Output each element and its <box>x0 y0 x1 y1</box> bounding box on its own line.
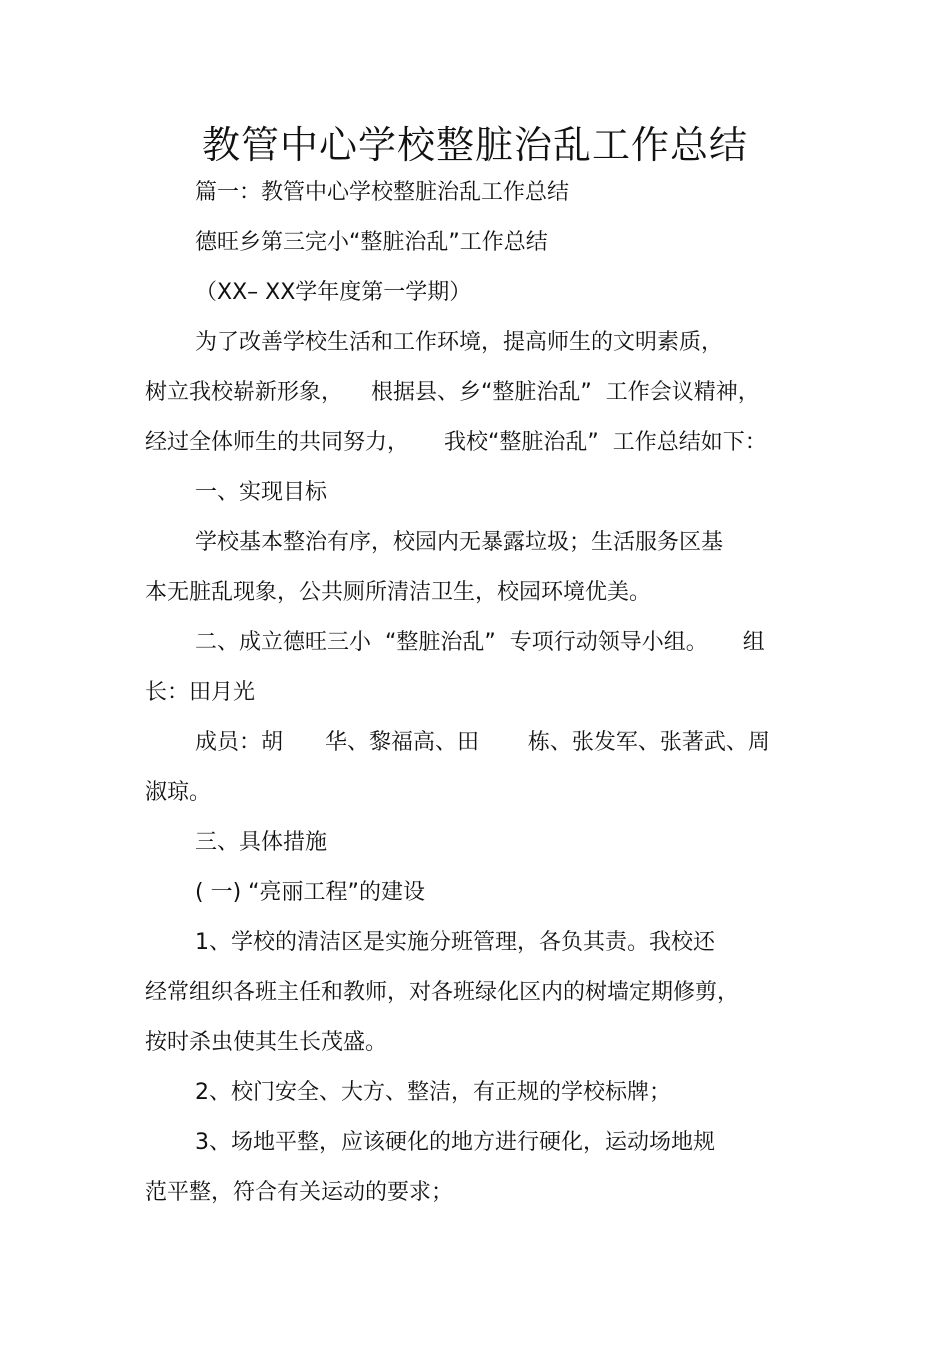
heading-goals: 一、实现目标 <box>195 480 328 505</box>
goals-paragraph-line-1: 学校基本整治有序，校园内无暴露垃圾；生活服务区基 <box>195 530 724 555</box>
measure-1-line-3: 按时杀虫使其生长茂盛。 <box>145 1030 388 1055</box>
report-title-line: 德旺乡第三完小“整脏治乱”工作总结 <box>195 230 548 255</box>
measure-1-line-2: 经常组织各班主任和教师，对各班绿化区内的树墙定期修剪， <box>145 980 740 1005</box>
document-title: 教管中心学校整脏治乱工作总结 <box>201 123 748 167</box>
intro-paragraph-line-3: 经过全体师生的共同努力， 我校“整脏治乱” 工作总结如下： <box>145 430 767 455</box>
subheading-project: ( 一) “亮丽工程”的建设 <box>195 880 425 905</box>
section-heading-part-one: 篇一：教管中心学校整脏治乱工作总结 <box>195 180 570 205</box>
measure-3-line-2: 范平整，符合有关运动的要求； <box>145 1180 454 1205</box>
measure-2-line: 2、校门安全、大方、整洁，有正规的学校标牌； <box>195 1080 671 1105</box>
members-line-2: 淑琼。 <box>145 780 212 805</box>
heading-measures: 三、具体措施 <box>195 830 328 855</box>
school-year-line: （XX– XX学年度第一学期） <box>195 280 472 305</box>
intro-paragraph-line-2: 树立我校崭新形象， 根据县、乡“整脏治乱” 工作会议精神， <box>145 380 760 405</box>
group-leader-line: 长：田月光 <box>145 680 256 705</box>
measure-1-line-1: 1、学校的清洁区是实施分班管理，各负其责。我校还 <box>195 930 715 955</box>
measure-3-line-1: 3、场地平整，应该硬化的地方进行硬化，运动场地规 <box>195 1130 715 1155</box>
goals-paragraph-line-2: 本无脏乱现象，公共厕所清洁卫生，校园环境优美。 <box>145 580 652 605</box>
heading-leadership-group: 二、成立德旺三小 “整脏治乱” 专项行动领导小组。 组 <box>195 630 765 655</box>
intro-paragraph-line-1: 为了改善学校生活和工作环境，提高师生的文明素质， <box>195 330 724 355</box>
members-line-1: 成员：胡 华、黎福高、田 栋、张发军、张著武、周 <box>195 730 770 755</box>
